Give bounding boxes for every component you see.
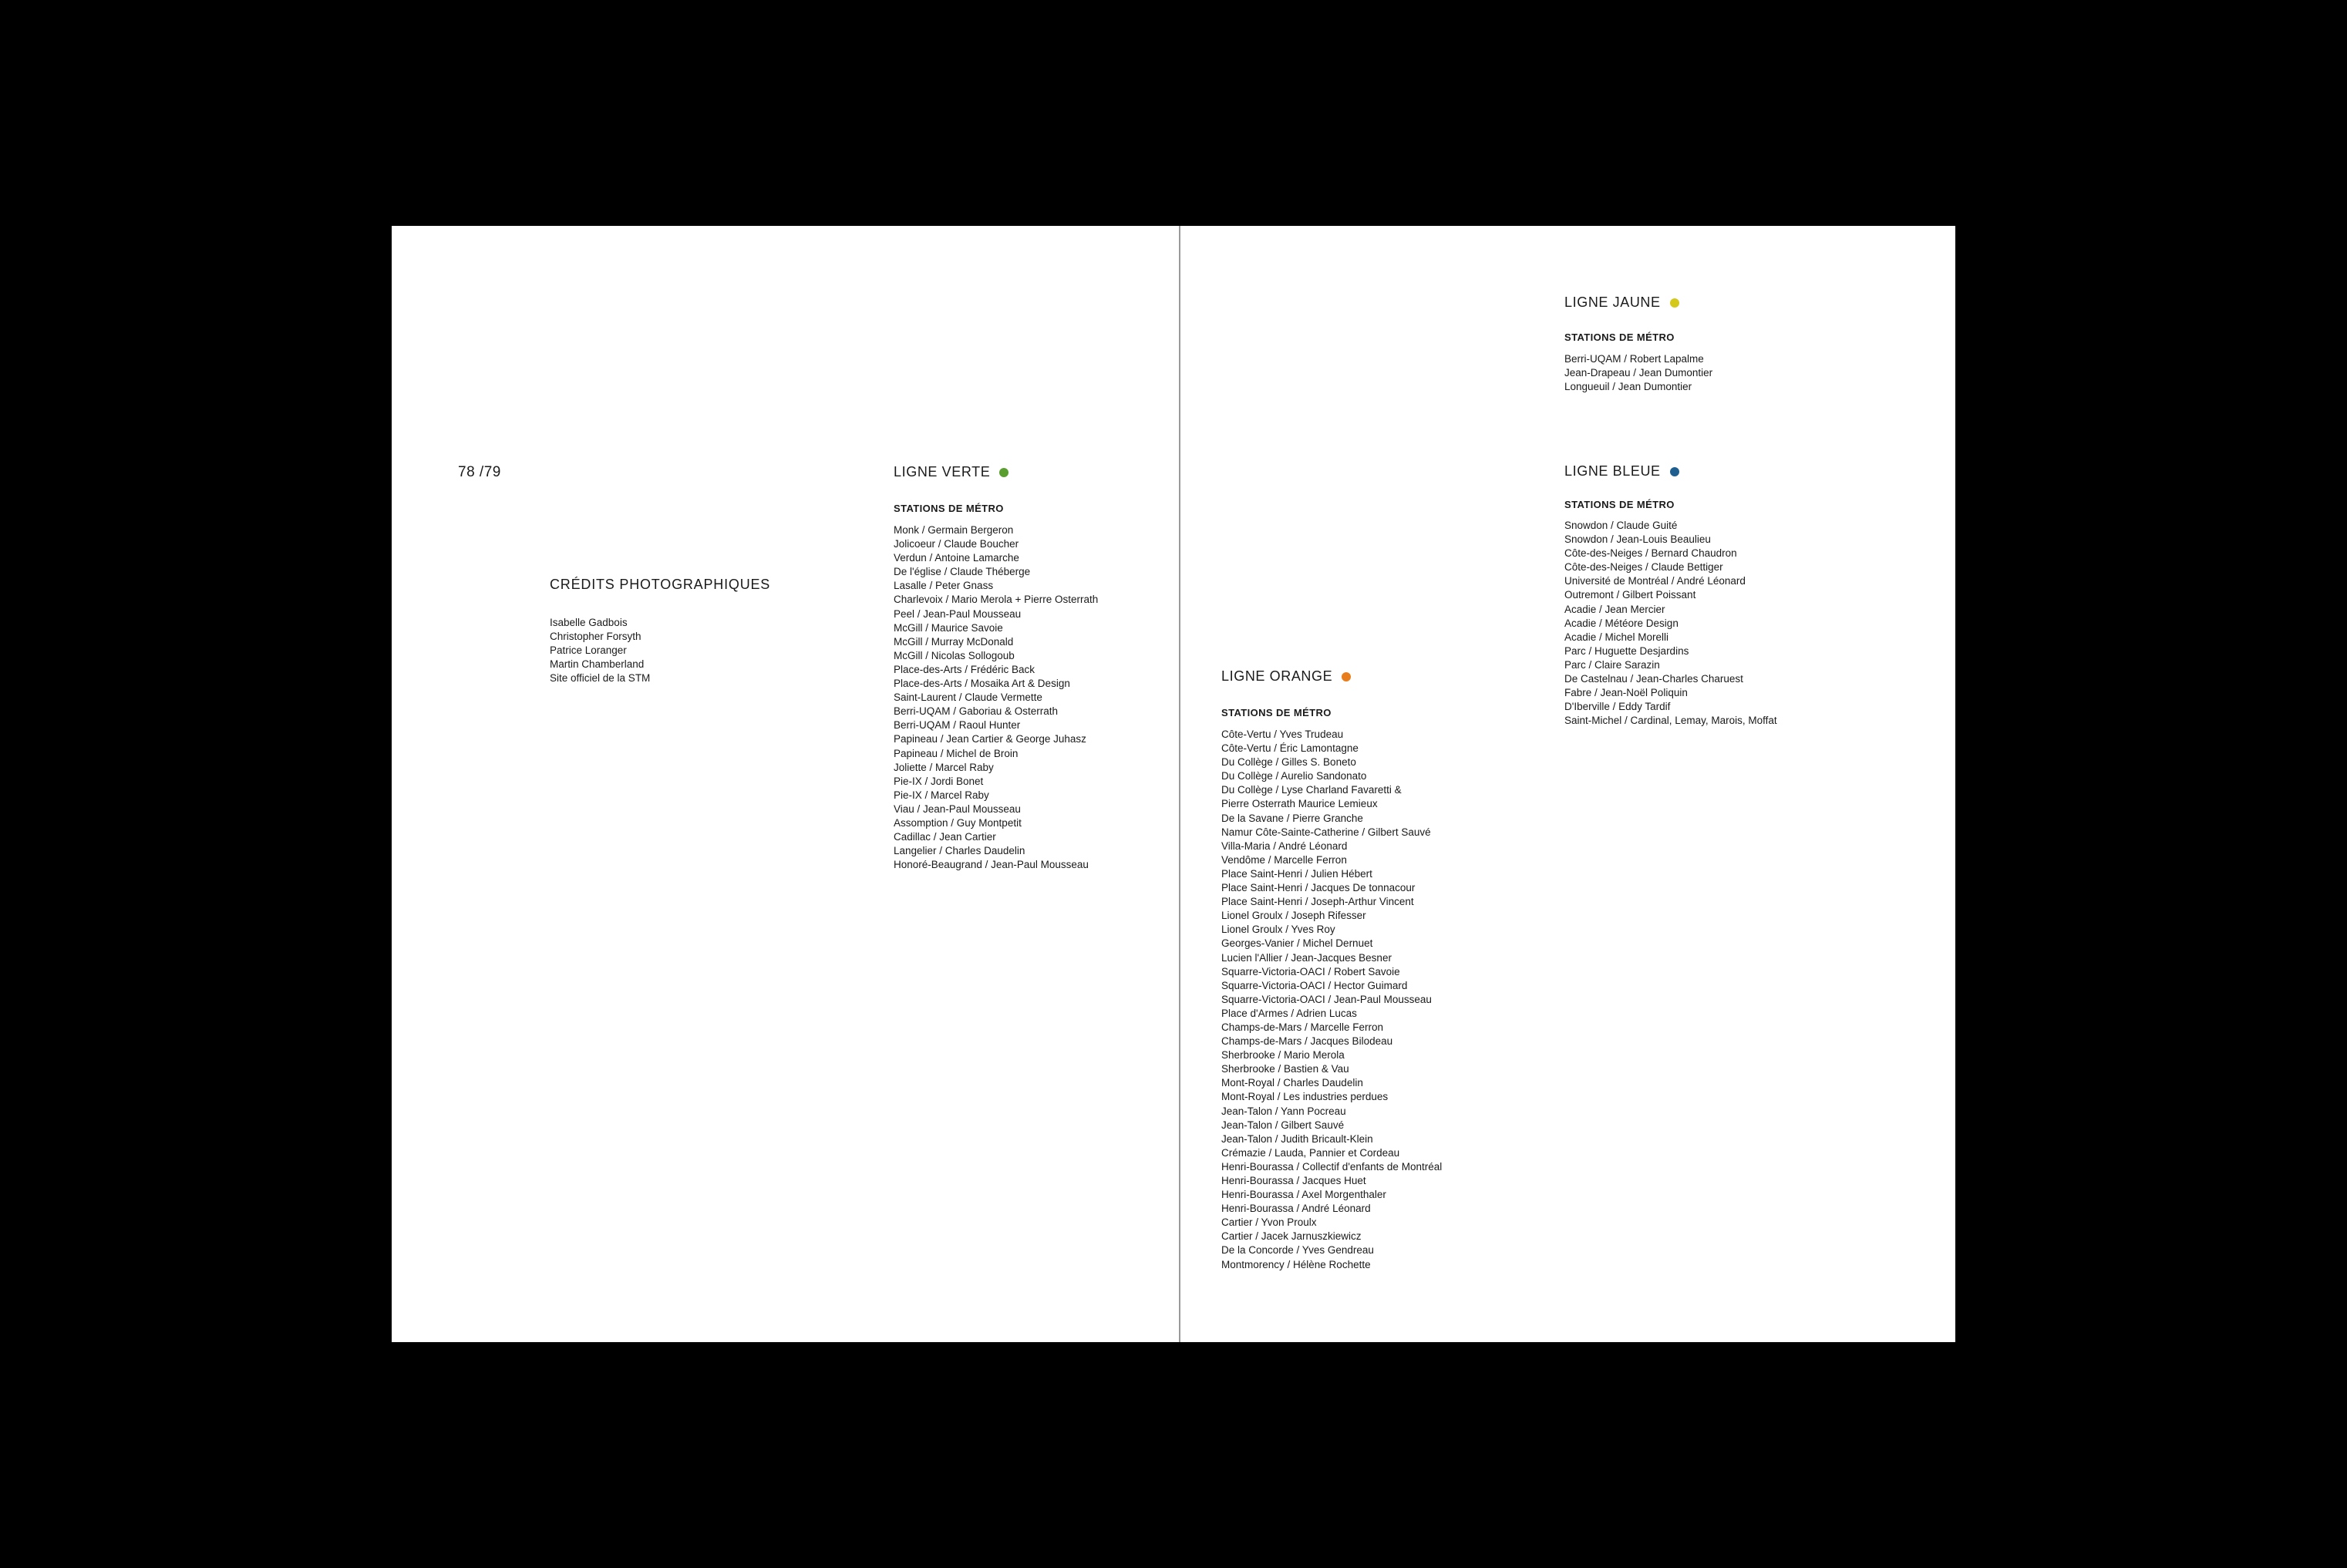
list-item: Champs-de-Mars / Jacques Bilodeau [1221, 1035, 1393, 1048]
list-item: Jean-Talon / Judith Bricault-Klein [1221, 1132, 1373, 1145]
list-item: Cadillac / Jean Cartier [894, 831, 996, 843]
list-item: Georges-Vanier / Michel Dernuet [1221, 937, 1373, 950]
list-item: Du Collège / Gilles S. Boneto [1221, 756, 1356, 769]
list-item: De l'église / Claude Théberge [894, 566, 1031, 578]
list-item: Snowdon / Claude Guité [1564, 520, 1678, 531]
ligne-verte-stations [894, 523, 1098, 872]
list-item: Cartier / Yvon Proulx [1221, 1216, 1317, 1229]
list-item: Montmorency / Hélène Rochette [1221, 1258, 1371, 1270]
credits-list [550, 616, 650, 685]
list-item: Sherbrooke / Mario Merola [1221, 1049, 1345, 1062]
list-item: Honoré-Beaugrand / Jean-Paul Mousseau [894, 859, 1089, 871]
list-item: Du Collège / Aurelio Sandonato [1221, 770, 1367, 782]
list-item: Pie-IX / Jordi Bonet [894, 775, 984, 787]
ligne-jaune-title: LIGNE JAUNE [1564, 294, 1661, 310]
ligne-jaune-stations [1564, 352, 1712, 394]
list-item: Longueuil / Jean Dumontier [1564, 381, 1692, 393]
list-item: Berri-UQAM / Raoul Hunter [894, 719, 1021, 732]
list-item: Charlevoix / Mario Merola + Pierre Osterrath [894, 594, 1099, 606]
list-item: Papineau / Jean Cartier & George Juhasz [894, 733, 1086, 745]
list-item: Cartier / Jacek Jarnuszkiewicz [1221, 1230, 1362, 1243]
list-item: D'Iberville / Eddy Tardif [1564, 701, 1671, 713]
list-item: Villa-Maria / André Léonard [1221, 840, 1348, 852]
list-item: Jean-Drapeau / Jean Dumontier [1564, 367, 1713, 379]
ligne-orange-heading [1221, 668, 1351, 685]
list-item: Lionel Groulx / Joseph Rifesser [1221, 910, 1366, 922]
list-item: McGill / Maurice Savoie [894, 621, 1003, 634]
blue-line-dot-icon [1670, 467, 1679, 476]
book-spread [392, 226, 1955, 1342]
list-item: Parc / Huguette Desjardins [1564, 644, 1689, 657]
credits-heading: CRÉDITS PHOTOGRAPHIQUES [550, 577, 771, 592]
list-item: Jean-Talon / Gilbert Sauvé [1221, 1119, 1345, 1131]
ligne-verte-title: LIGNE VERTE [894, 464, 991, 479]
list-item: Squarre-Victoria-OACI / Hector Guimard [1221, 979, 1408, 991]
list-item: Isabelle Gadbois [550, 617, 628, 628]
orange-line-dot-icon [1342, 672, 1351, 681]
ligne-bleue-stations [1564, 519, 1777, 728]
list-item: Site officiel de la STM [550, 672, 651, 685]
list-item: Peel / Jean-Paul Mousseau [894, 607, 1022, 620]
list-item: Henri-Bourassa / Axel Morgenthaler [1221, 1189, 1386, 1201]
ligne-bleue-subtitle: STATIONS DE MÉTRO [1564, 499, 1675, 510]
list-item: Saint-Michel / Cardinal, Lemay, Marois, Moffat [1564, 715, 1777, 727]
ligne-orange-subtitle: STATIONS DE MÉTRO [1221, 707, 1332, 718]
list-item: McGill / Nicolas Sollogoub [894, 649, 1015, 661]
list-item: Berri-UQAM / Gaboriau & Osterrath [894, 705, 1059, 718]
list-item: Acadie / Michel Morelli [1564, 631, 1669, 643]
yellow-line-dot-icon [1670, 298, 1679, 308]
list-item: Monk / Germain Bergeron [894, 524, 1014, 536]
list-item: Lasalle / Peter Gnass [894, 580, 994, 592]
list-item: Pierre Osterrath Maurice Lemieux [1221, 798, 1378, 810]
list-item: Christopher Forsyth [550, 631, 641, 643]
list-item: Berri-UQAM / Robert Lapalme [1564, 353, 1704, 365]
ligne-jaune-heading [1564, 294, 1679, 311]
list-item: Place d'Armes / Adrien Lucas [1221, 1007, 1357, 1019]
list-item: Squarre-Victoria-OACI / Robert Savoie [1221, 965, 1400, 977]
list-item: Du Collège / Lyse Charland Favaretti & [1221, 784, 1402, 796]
list-item: Papineau / Michel de Broin [894, 747, 1019, 759]
list-item: Squarre-Victoria-OACI / Jean-Paul Mousseau [1221, 993, 1432, 1005]
list-item: Place Saint-Henri / Jacques De tonnacour [1221, 882, 1416, 894]
list-item: De la Concorde / Yves Gendreau [1221, 1244, 1374, 1257]
list-item: Saint-Laurent / Claude Vermette [894, 691, 1042, 704]
list-item: Mont-Royal / Les industries perdues [1221, 1091, 1389, 1103]
list-item: Côte-des-Neiges / Bernard Chaudron [1564, 547, 1737, 560]
list-item: Champs-de-Mars / Marcelle Ferron [1221, 1021, 1384, 1033]
list-item: De la Savane / Pierre Granche [1221, 812, 1363, 824]
ligne-bleue-heading [1564, 463, 1679, 479]
list-item: Henri-Bourassa / Jacques Huet [1221, 1175, 1366, 1186]
green-line-dot-icon [999, 468, 1009, 477]
list-item: Pie-IX / Marcel Raby [894, 789, 989, 801]
list-item: Parc / Claire Sarazin [1564, 658, 1660, 671]
list-item: Université de Montréal / André Léonard [1564, 575, 1746, 587]
list-item: Place-des-Arts / Frédéric Back [894, 663, 1035, 675]
ligne-orange-stations [1221, 728, 1442, 1272]
page-gutter [1179, 226, 1180, 1342]
ligne-bleue-title: LIGNE BLEUE [1564, 463, 1661, 479]
list-item: Langelier / Charles Daudelin [894, 845, 1025, 857]
ligne-jaune-subtitle: STATIONS DE MÉTRO [1564, 331, 1675, 343]
ligne-verte-heading [894, 464, 1009, 480]
list-item: Côte-Vertu / Yves Trudeau [1221, 728, 1344, 740]
page-number: 78 /79 [458, 464, 501, 480]
list-item: Outremont / Gilbert Poissant [1564, 589, 1696, 601]
list-item: Joliette / Marcel Raby [894, 761, 994, 773]
list-item: Henri-Bourassa / Collectif d'enfants de Montréal [1221, 1160, 1443, 1173]
list-item: Place-des-Arts / Mosaika Art & Design [894, 678, 1070, 690]
list-item: Henri-Bourassa / André Léonard [1221, 1203, 1371, 1215]
list-item: Lucien l'Allier / Jean-Jacques Besner [1221, 951, 1392, 964]
list-item: Martin Chamberland [550, 658, 645, 671]
list-item: Acadie / Météore Design [1564, 617, 1679, 629]
list-item: Acadie / Jean Mercier [1564, 603, 1665, 615]
ligne-verte-subtitle: STATIONS DE MÉTRO [894, 503, 1004, 514]
list-item: Snowdon / Jean-Louis Beaulieu [1564, 533, 1711, 546]
list-item: McGill / Murray McDonald [894, 635, 1014, 648]
list-item: Patrice Loranger [550, 644, 627, 657]
list-item: Crémazie / Lauda, Pannier et Cordeau [1221, 1146, 1400, 1159]
list-item: Sherbrooke / Bastien & Vau [1221, 1063, 1349, 1075]
list-item: Place Saint-Henri / Julien Hébert [1221, 867, 1372, 880]
list-item: Jolicoeur / Claude Boucher [894, 538, 1019, 550]
list-item: De Castelnau / Jean-Charles Charuest [1564, 673, 1743, 685]
list-item: Vendôme / Marcelle Ferron [1221, 853, 1347, 866]
list-item: Jean-Talon / Yann Pocreau [1221, 1105, 1346, 1117]
list-item: Verdun / Antoine Lamarche [894, 552, 1019, 564]
list-item: Viau / Jean-Paul Mousseau [894, 803, 1021, 815]
list-item: Assomption / Guy Montpetit [894, 816, 1022, 829]
list-item: Lionel Groulx / Yves Roy [1221, 924, 1335, 936]
list-item: Fabre / Jean-Noël Poliquin [1564, 687, 1688, 699]
list-item: Mont-Royal / Charles Daudelin [1221, 1077, 1363, 1089]
ligne-orange-title: LIGNE ORANGE [1221, 668, 1333, 684]
list-item: Côte-des-Neiges / Claude Bettiger [1564, 561, 1723, 574]
list-item: Namur Côte-Sainte-Catherine / Gilbert Sauvé [1221, 826, 1431, 838]
list-item: Place Saint-Henri / Joseph-Arthur Vincent [1221, 896, 1414, 908]
list-item: Côte-Vertu / Éric Lamontagne [1221, 742, 1359, 755]
